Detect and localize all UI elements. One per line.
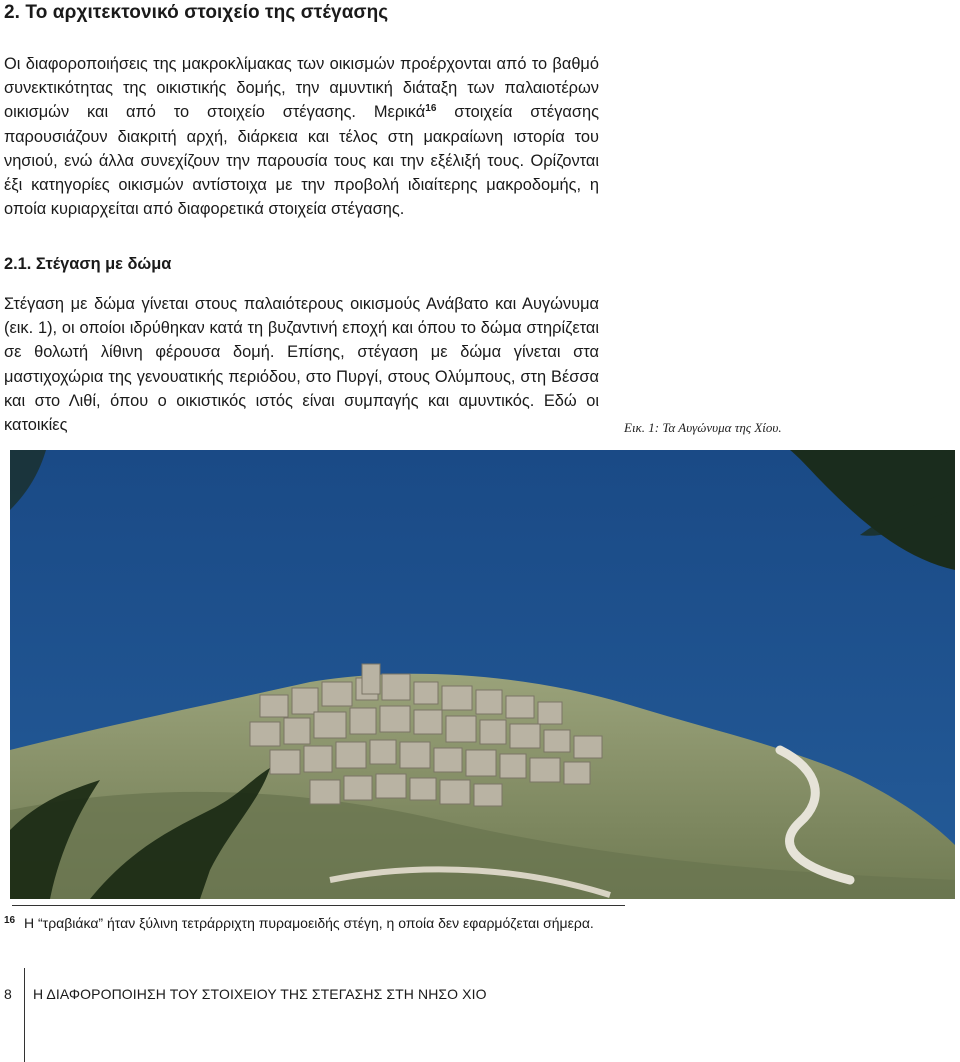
- subsection-paragraph: Στέγαση με δώμα γίνεται στους παλαιότερους οικισμούς Ανάβατο και Αυγώνυμα (εικ. 1), οι οποίοι ιδρύθηκαν κατά τη βυζαντινή εποχή και όπου το δώμα στηρίζεται σε θολωτή λίθινη φέρουσα δομή. Επίσης, στέγαση με δώμα γίνεται στα μαστιχοχώρια της γενουατικής περιόδου, στο Πυργί, στους Ολύμπους, στη Βέσσα και στο Λιθί, όπου ο οικιστικός ιστός είναι συμπαγής και αμυντικός. Εδώ οι κατοικίες: [4, 295, 599, 435]
- footnote-reference[interactable]: 16: [425, 103, 437, 115]
- running-title: Η ΔΙΑΦΟΡΟΠΟΙΗΣΗ ΤΟΥ ΣΤΟΙΧΕΙΟΥ ΤΗΣ ΣΤΕΓΑΣΗΣ ΣΤΗ ΝΗΣΟ ΧΙΟ: [33, 986, 487, 1002]
- footnote-marker: 16: [4, 915, 16, 926]
- page-number: 8: [4, 986, 12, 1002]
- footnote-text: Η “τραβιάκα” ήταν ξύλινη τετράρριχτη πυραμοειδής στέγη, η οποία δεν εφαρμόζεται σήμερα.: [24, 915, 594, 931]
- footnote-separator: [12, 905, 625, 906]
- intro-paragraph: [4, 52, 599, 221]
- section-heading: 2. Το αρχιτεκτονικό στοιχείο της στέγασης: [4, 2, 389, 23]
- figure-caption: Εικ. 1: Τα Αυγώνυμα της Χίου.: [624, 420, 782, 435]
- village-photo: [10, 450, 955, 899]
- intro-text-after-footnote: στοιχεία στέγασης παρουσιάζουν διακριτή αρχή, διάρκεια και τέλος στη μακραίωνη ιστορία του νησιού, ενώ άλλα συνεχίζουν την παρουσία τους και την εξέλιξή τους. Ορίζονται έξι κατηγορίες οικισμών αντίστοιχα με την προβολή ιδιαίτερης μακροδομής, η οποία κυριαρχείται από διαφορετικά στοιχεία στέγασης.: [4, 103, 600, 219]
- footer-divider: [24, 968, 25, 1062]
- subsection-heading: 2.1. Στέγαση με δώμα: [4, 255, 172, 273]
- intro-text-before-footnote: Οι διαφοροποιήσεις της μακροκλίμακας των οικισμών προέρχονται από το βαθμό συνεκτικότητας της οικιστικής δομής, την αμυντική διάταξη των παλαιοτέρων οικισμών και από το στοιχείο στέγασης. Μερικά: [4, 55, 599, 122]
